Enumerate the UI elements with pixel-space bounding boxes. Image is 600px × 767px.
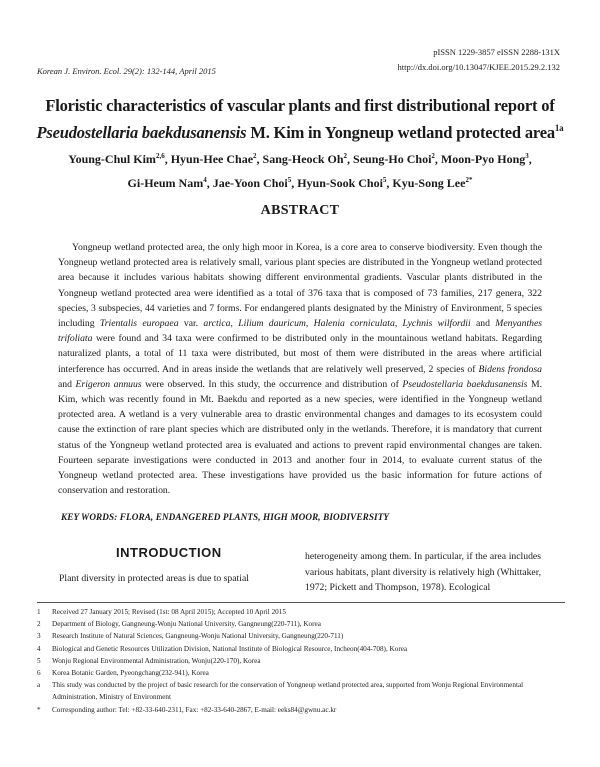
paper-title bbox=[20, 95, 580, 144]
intro-right-column: heterogeneity among them. In particular, if the area includes various habitats, plant diversity is relatively high (Whittaker, 1972; Pickett and Thompson, 1978). Ecological bbox=[305, 551, 541, 593]
footnote: a This study was conducted by the project of basic research for the conservation of Yongneup wetland protected area, supported from Wonju Regional Environmental Administration, Ministry of Environment bbox=[37, 681, 524, 702]
author-list bbox=[30, 146, 570, 194]
footnote-divider bbox=[37, 602, 565, 603]
title-line-2: M. Kim in Yongneup wetland protected area bbox=[246, 123, 555, 142]
author: Seung-Ho Choi$^2$, bbox=[353, 152, 441, 166]
footnote: 1 Received 27 January 2015; Revised (1st: 08 April 2015); Accepted 10 April 2015 bbox=[37, 608, 286, 616]
issn-doi-block bbox=[397, 45, 560, 75]
abstract-body: Yongneup wetland protected area, the only high moor in Korea, is a core area to conserve biodiversity. Even though the Yongneup wetland protected area is relatively small, various plant species are distributed in the Yongneup wetland protected area because it includes various habitats showing different environmental gradients. Vascular plants distributed in the Yongneup wetland protected area were identified as a total of 376 taxa that is composed of 73 families, 217 genera, 322 species, 3 subspecies, 44 varieties and 7 forms. For endangered plants designated by the Ministry of Environment, 5 species including Trientalis europaea var. arctica, Lilium dauricum, Halenia corniculata, Lychnis wilfordii and Menyanthes trifoliata were found and 34 taxa were confirmed to be distributed only in the mountainous wetland habitats. Regarding naturalized plants, a total of 11 taxa were distributed, but most of them were distributed in the areas where artificial interference has occurred. And in areas inside the wetlands that are relatively well preserved, 2 species of Bidens frondosa and Erigeron annuus were observed. In this study, the occurrence and distribution of Pseudostellaria baekdusanensis M. Kim, which was recently found in Mt. Baekdu and reported as a new species, were identified in the Yongneup wetland protected area. A wetland is a very vulnerable area to drastic environmental changes and damages to its ecosystem could cause the extinction of rare plant species which are distributed only in the wetlands. Therefore, it is mandatory that current status of the Yongneup wetland protected area is evaluated and actions to prevent rapid environmental changes are taken. Fourteen separate investigations were conducted in 2013 and another four in 2014, to evaluate current status of the Yongneup wetland protected area. These investigations have provided us the basic information for future actions of conservation and restoration. bbox=[58, 242, 543, 497]
footnote: 4 Biological and Genetic Resources Utilization Division, National Institute of Biological Resource, Incheon(404-708), Korea bbox=[37, 644, 408, 653]
introduction-heading: INTRODUCTION bbox=[116, 545, 222, 560]
title-species: Pseudostellaria baekdusanensis bbox=[36, 123, 247, 142]
author: Hyun-Sook Choi$^5$, bbox=[297, 176, 393, 190]
keywords: KEY WORDS: FLORA, ENDANGERED PLANTS, HIGH MOOR, BIODIVERSITY bbox=[61, 512, 390, 522]
author: Sang-Heock Oh$^2$, bbox=[262, 152, 354, 166]
footnote: 2 Department of Biology, Gangneung-Wonju National University, Gangneung(220-711), Korea bbox=[37, 620, 321, 629]
author: Moon-Pyo Hong$^3$, bbox=[440, 152, 532, 166]
author: Gi-Heum Nam$^4$, bbox=[127, 176, 213, 190]
author: Jae-Yoon Choi$^5$, bbox=[212, 176, 298, 190]
author: Young-Chul Kim$^{2,6}$, bbox=[68, 152, 171, 166]
intro-left-column: Plant diversity in protected areas is due to spatial bbox=[59, 573, 249, 584]
footnote: 6 Korea Botanic Garden, Pyeongchang(232-941), Korea bbox=[37, 669, 209, 678]
footnote: 3 Research Institute of Natural Sciences, Gangneung-Wonju National University, Gangneung(220-711) bbox=[37, 632, 344, 641]
author: Hyun-Hee Chae$^2$, bbox=[170, 152, 263, 166]
footnotes bbox=[37, 606, 565, 716]
journal-citation: Korean J. Environ. Ecol. 29(2): 132-144, April 2015 bbox=[37, 66, 216, 76]
abstract-heading: ABSTRACT bbox=[260, 203, 340, 218]
doi-link[interactable]: http://dx.doi.org/10.13047/KJEE.2015.29.2.132 bbox=[397, 62, 560, 72]
title-line-1: Floristic characteristics of vascular plants and first distributional report of bbox=[45, 96, 555, 115]
footnote: * Corresponding author: Tel: +82-33-640-2311, Fax: +82-33-640-2867, E-mail: eeks84@gwnu.ac.kr bbox=[37, 705, 337, 714]
author: Kyu-Song Lee$^{2*}$ bbox=[392, 176, 473, 190]
title-footnote-mark: 1a bbox=[554, 123, 564, 133]
issn-line: pISSN 1229-3857 eISSN 2288-131X bbox=[433, 47, 560, 57]
footnote: 5 Wonju Regional Environmental Administration, Wonju(220-170), Korea bbox=[37, 656, 261, 665]
